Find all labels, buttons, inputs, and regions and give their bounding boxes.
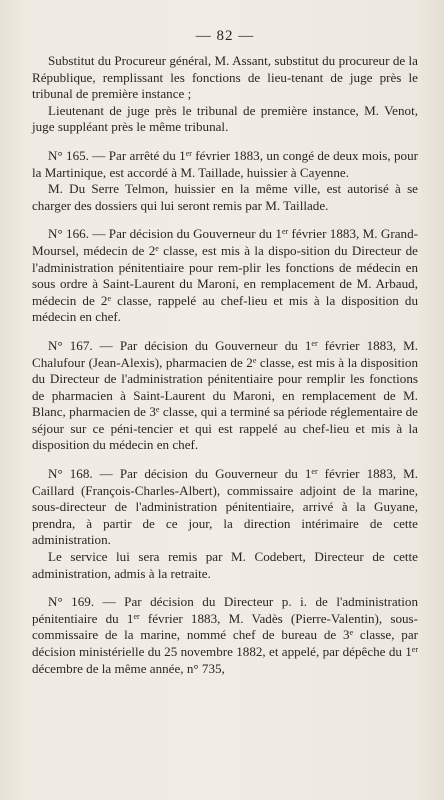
paragraph-166: N° 166. — Par décision du Gouverneur du 1er février 1883, M. Grand-Moursel, médecin de 2e classe, est mis à la dispo-sition du Directeur de l'administration pénitentiaire pour rem-plir les fonctions de médecin en sous ordre à Saint-Laurent du Maroni, en remplacement de M. Arbaud, médecin de 2e classe, rappelé au chef-lieu et mis à la disposition du médecin en chef.: [32, 226, 418, 325]
paragraph-lieutenant: Lieutenant de juge près le tribunal de première instance, M. Venot, juge suppléant près le même tribunal.: [32, 102, 418, 135]
page-number: — 82 —: [195, 28, 255, 44]
paragraph-168: N° 168. — Par décision du Gouverneur du 1er février 1883, M. Caillard (François-Charles-Albert), commissaire adjoint de la marine, sous-directeur de l'administration pénitentiaire, arrivé à la Guyane, prendra, à partir de ce jour, la direction intérimaire de cette administration.: [32, 466, 418, 548]
paragraph-service: Le service lui sera remis par M. Codebert, Directeur de cette administration, admis à la retraite.: [32, 549, 418, 581]
paragraph-169: N° 169. — Par décision du Directeur p. i. de l'administration pénitentiaire du 1er février 1883, M. Vadès (Pierre-Valentin), sous-commissaire de la marine, nommé chef de bureau de 3e classe, par décision ministérielle du 25 novembre 1882, et appelé, par dépêche du 1er décembre de la même année, n° 735,: [32, 594, 418, 676]
paragraph-du-serre: M. Du Serre Telmon, huissier en la même ville, est autorisé à se charger des dossiers qui lui seront remis par M. Taillade.: [32, 181, 418, 213]
paragraph-substitut: Substitut du Procureur général, M. Assant, substitut du procureur de la République, remplissant les fonctions de lieu-tenant de juge près le tribunal de première instance ;: [32, 53, 418, 102]
paragraph-167: N° 167. — Par décision du Gouverneur du 1er février 1883, M. Chalufour (Jean-Alexis), pharmacien de 2e classe, est mis à la disposition du Directeur de l'administration pénitentiaire pour remplir les fonctions de pharmacien à Saint-Laurent du Maroni, en remplacement de M. Blanc, pharmacien de 3e classe, qui a terminé sa période réglementaire de séjour sur ce péni-tencier et qui est rappelé au chef-lieu et mis à la disposition du médecin en chef.: [32, 337, 419, 453]
paragraph-165: N° 165. — Par arrêté du 1er février 1883, un congé de deux mois, pour la Martinique, est accordé à M. Taillade, huissier à Cayenne.: [32, 147, 418, 180]
